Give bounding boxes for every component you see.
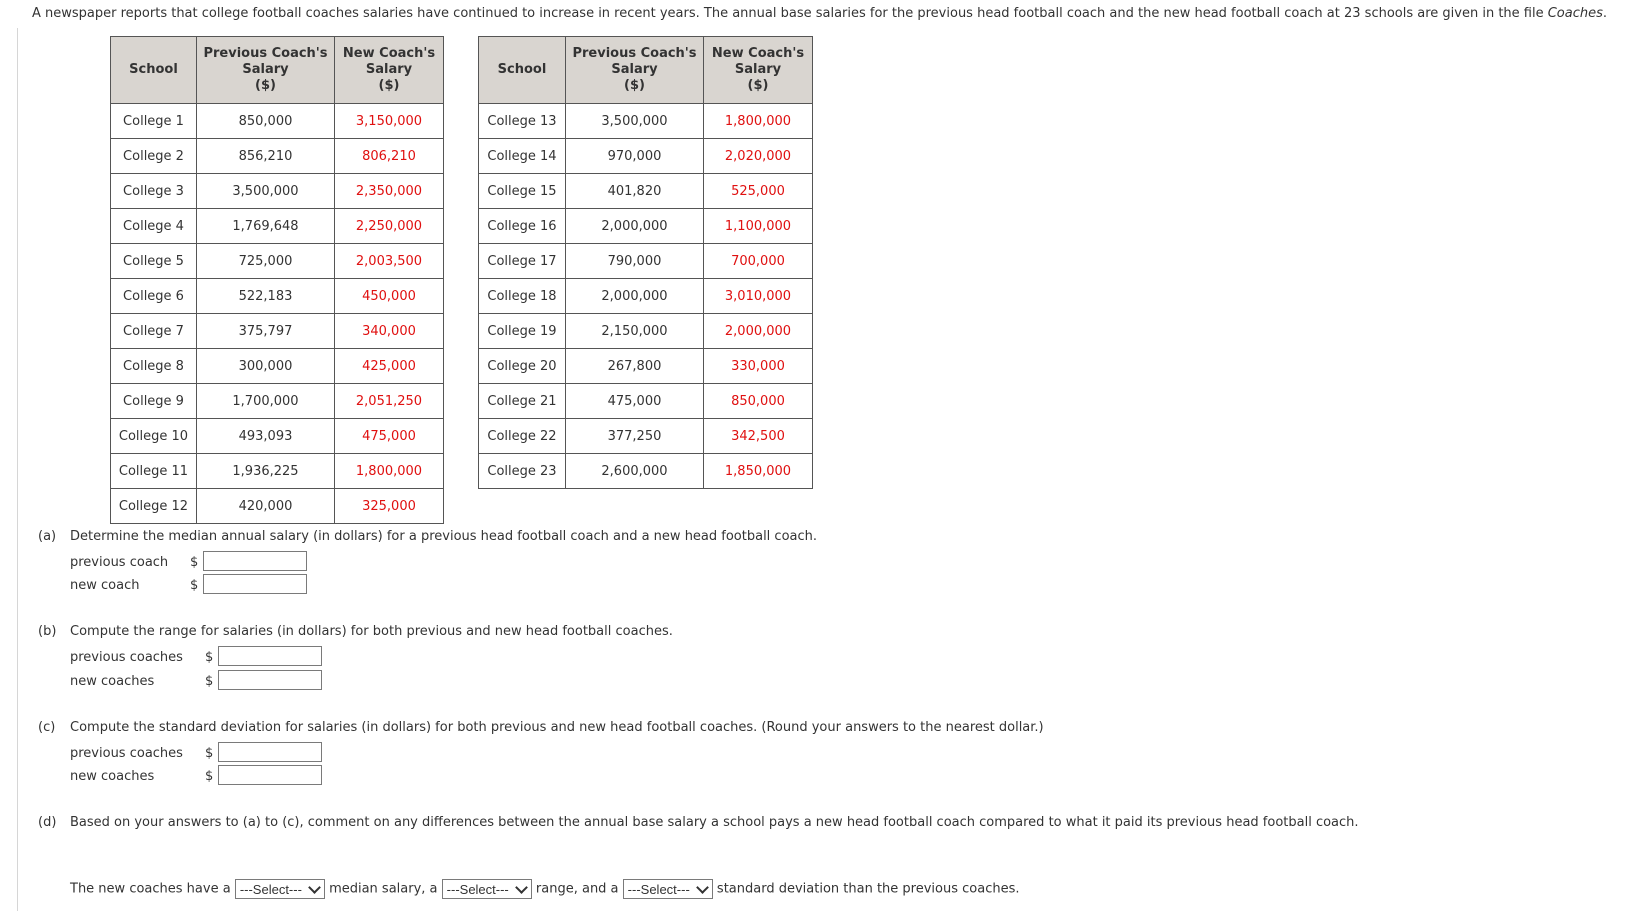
school-cell: College 2 — [111, 139, 197, 174]
school-cell: College 8 — [111, 349, 197, 384]
part-d-label: (d) — [38, 815, 57, 830]
stdev-new-input[interactable] — [218, 765, 322, 785]
previous-salary-cell: 267,800 — [566, 349, 704, 384]
chevron-down-icon — [515, 881, 528, 894]
header-line: Previous Coach's — [572, 46, 697, 61]
part-d-sentence — [70, 879, 1019, 899]
median-new-input[interactable] — [203, 574, 307, 594]
part-a-previous-label: previous coach — [70, 555, 169, 570]
new-salary-cell: 1,850,000 — [704, 454, 813, 489]
table-row — [479, 454, 813, 489]
previous-salary-cell: 2,600,000 — [566, 454, 704, 489]
new-salary-cell: 325,000 — [335, 489, 444, 524]
table-row — [111, 279, 444, 314]
new-salary-cell: 2,051,250 — [335, 384, 444, 419]
table-row — [111, 384, 444, 419]
previous-salary-cell: 522,183 — [197, 279, 335, 314]
table-row — [111, 489, 444, 524]
intro-file-name: Coaches — [1547, 6, 1603, 21]
header-school — [479, 37, 566, 104]
chevron-down-icon — [696, 881, 709, 894]
school-cell: College 5 — [111, 244, 197, 279]
new-salary-cell: 342,500 — [704, 419, 813, 454]
part-b-text: Compute the range for salaries (in dollars) for both previous and new head football coaches. — [70, 624, 673, 639]
school-cell: College 23 — [479, 454, 566, 489]
new-salary-cell: 3,150,000 — [335, 104, 444, 139]
left-rail-divider — [17, 28, 18, 911]
header-new-salary — [335, 37, 444, 104]
header-line: Salary — [365, 62, 413, 77]
part-d-text: Based on your answers to (a) to (c), comment on any differences between the annual base salary a school pays a new head football coach compared to what it paid its previous head football coach. — [70, 815, 1359, 830]
header-line: New Coach's — [342, 46, 436, 61]
previous-salary-cell: 725,000 — [197, 244, 335, 279]
header-line: ($) — [378, 78, 400, 93]
part-b-previous-label: previous coaches — [70, 650, 183, 665]
stdev-previous-input[interactable] — [218, 742, 322, 762]
header-line: ($) — [624, 78, 645, 93]
range-new-input[interactable] — [218, 670, 322, 690]
table-row — [111, 209, 444, 244]
header-line: Salary — [734, 62, 782, 77]
previous-salary-cell: 1,769,648 — [197, 209, 335, 244]
previous-salary-cell: 401,820 — [566, 174, 704, 209]
school-cell: College 14 — [479, 139, 566, 174]
part-c-previous-row — [70, 746, 214, 761]
sentence-part-1: The new coaches have a — [70, 881, 231, 897]
previous-salary-cell: 493,093 — [197, 419, 335, 454]
previous-salary-cell: 420,000 — [197, 489, 335, 524]
school-cell: College 10 — [111, 419, 197, 454]
school-cell: College 21 — [479, 384, 566, 419]
dollar-sign: $ — [190, 578, 199, 593]
new-salary-cell: 525,000 — [704, 174, 813, 209]
previous-salary-cell: 375,797 — [197, 314, 335, 349]
sentence-part-2: median salary, a — [329, 881, 438, 897]
part-c-previous-label: previous coaches — [70, 746, 183, 761]
new-salary-cell: 2,350,000 — [335, 174, 444, 209]
school-cell: College 13 — [479, 104, 566, 139]
school-cell: College 19 — [479, 314, 566, 349]
table-row — [479, 174, 813, 209]
part-d-question — [38, 815, 1359, 830]
school-cell: College 17 — [479, 244, 566, 279]
header-previous-salary — [566, 37, 704, 104]
header-new-salary — [704, 37, 813, 104]
header-line: Salary — [242, 62, 289, 77]
new-salary-cell: 2,003,500 — [335, 244, 444, 279]
previous-salary-cell: 2,150,000 — [566, 314, 704, 349]
table-row — [479, 314, 813, 349]
part-b-label: (b) — [38, 624, 57, 639]
school-cell: College 6 — [111, 279, 197, 314]
school-cell: College 12 — [111, 489, 197, 524]
part-b-new-row — [70, 674, 214, 689]
header-line: ($) — [255, 78, 276, 93]
previous-salary-cell: 790,000 — [566, 244, 704, 279]
previous-salary-cell: 2,000,000 — [566, 209, 704, 244]
part-c-question — [38, 720, 1044, 735]
part-a-text: Determine the median annual salary (in dollars) for a previous head football coach and a new head football coach. — [70, 529, 818, 544]
school-cell: College 7 — [111, 314, 197, 349]
table-row — [111, 349, 444, 384]
part-b-question — [38, 624, 673, 639]
new-salary-cell: 475,000 — [335, 419, 444, 454]
previous-salary-cell: 856,210 — [197, 139, 335, 174]
table-row — [111, 139, 444, 174]
new-salary-cell: 3,010,000 — [704, 279, 813, 314]
previous-salary-cell: 1,936,225 — [197, 454, 335, 489]
header-line: Previous Coach's — [203, 46, 328, 61]
school-cell: College 1 — [111, 104, 197, 139]
school-cell: College 16 — [479, 209, 566, 244]
dollar-sign: $ — [190, 555, 199, 570]
table-row — [479, 209, 813, 244]
part-c-label: (c) — [38, 720, 56, 735]
school-cell: College 4 — [111, 209, 197, 244]
header-previous-salary — [197, 37, 335, 104]
table-row — [111, 314, 444, 349]
dollar-sign: $ — [205, 746, 214, 761]
new-salary-cell: 425,000 — [335, 349, 444, 384]
previous-salary-cell: 475,000 — [566, 384, 704, 419]
salary-table-left — [110, 36, 444, 524]
school-cell: College 22 — [479, 419, 566, 454]
dollar-sign: $ — [205, 674, 214, 689]
new-salary-cell: 806,210 — [335, 139, 444, 174]
new-salary-cell: 2,020,000 — [704, 139, 813, 174]
previous-salary-cell: 377,250 — [566, 419, 704, 454]
part-b-previous-row — [70, 650, 214, 665]
school-cell: College 15 — [479, 174, 566, 209]
new-salary-cell: 1,800,000 — [704, 104, 813, 139]
new-salary-cell: 2,000,000 — [704, 314, 813, 349]
new-salary-cell: 1,100,000 — [704, 209, 813, 244]
dollar-sign: $ — [205, 769, 214, 784]
table-row — [111, 174, 444, 209]
new-salary-cell: 1,800,000 — [335, 454, 444, 489]
table-row — [111, 419, 444, 454]
chevron-down-icon — [308, 881, 321, 894]
dollar-sign: $ — [205, 650, 214, 665]
part-c-new-row — [70, 769, 214, 784]
school-cell: College 18 — [479, 279, 566, 314]
part-a-previous-row — [70, 555, 199, 570]
school-cell: College 11 — [111, 454, 197, 489]
school-cell: College 3 — [111, 174, 197, 209]
table-row — [479, 419, 813, 454]
table-row — [111, 104, 444, 139]
median-comparison-select[interactable] — [235, 879, 325, 899]
range-previous-input[interactable] — [218, 646, 322, 666]
previous-salary-cell: 300,000 — [197, 349, 335, 384]
header-line: Salary — [611, 62, 658, 77]
new-salary-cell: 330,000 — [704, 349, 813, 384]
part-c-new-label: new coaches — [70, 769, 155, 784]
school-cell: College 20 — [479, 349, 566, 384]
header-line: ($) — [747, 78, 769, 93]
part-a-new-label: new coach — [70, 578, 140, 593]
table-row — [111, 454, 444, 489]
new-salary-cell: 700,000 — [704, 244, 813, 279]
table-row — [479, 139, 813, 174]
header-line: School — [497, 62, 547, 77]
header-line: New Coach's — [711, 46, 805, 61]
new-salary-cell: 340,000 — [335, 314, 444, 349]
salary-table-right — [478, 36, 813, 489]
stdev-comparison-select[interactable] — [623, 879, 713, 899]
new-salary-cell: 450,000 — [335, 279, 444, 314]
select-placeholder: ---Select--- — [239, 882, 302, 897]
previous-salary-cell: 3,500,000 — [197, 174, 335, 209]
previous-salary-cell: 850,000 — [197, 104, 335, 139]
problem-intro — [32, 6, 1632, 21]
select-placeholder: ---Select--- — [627, 882, 690, 897]
school-cell: College 9 — [111, 384, 197, 419]
intro-end: . — [1602, 6, 1608, 21]
intro-text: A newspaper reports that college football coaches salaries have continued to increase in recent years. The annual base salaries for the previous head football coach and the new head football coach at 23 schools are given in the file — [32, 6, 1548, 21]
previous-salary-cell: 970,000 — [566, 139, 704, 174]
table-row — [479, 244, 813, 279]
header-school — [111, 37, 197, 104]
part-c-text: Compute the standard deviation for salaries (in dollars) for both previous and new head football coaches. (Round your answers to the nearest dollar.) — [70, 720, 1044, 735]
sentence-part-4: standard deviation than the previous coaches. — [716, 881, 1020, 897]
table-row — [111, 244, 444, 279]
new-salary-cell: 2,250,000 — [335, 209, 444, 244]
previous-salary-cell: 1,700,000 — [197, 384, 335, 419]
previous-salary-cell: 2,000,000 — [566, 279, 704, 314]
header-line: School — [129, 62, 178, 77]
part-a-label: (a) — [38, 529, 57, 544]
table-row — [479, 349, 813, 384]
new-salary-cell: 850,000 — [704, 384, 813, 419]
table-row — [479, 104, 813, 139]
part-a-question — [38, 529, 817, 544]
previous-salary-cell: 3,500,000 — [566, 104, 704, 139]
median-previous-input[interactable] — [203, 551, 307, 571]
sentence-part-3: range, and a — [535, 881, 619, 897]
select-placeholder: ---Select--- — [446, 882, 509, 897]
table-row — [479, 384, 813, 419]
range-comparison-select[interactable] — [442, 879, 532, 899]
part-b-new-label: new coaches — [70, 674, 155, 689]
table-row — [479, 279, 813, 314]
part-a-new-row — [70, 578, 199, 593]
